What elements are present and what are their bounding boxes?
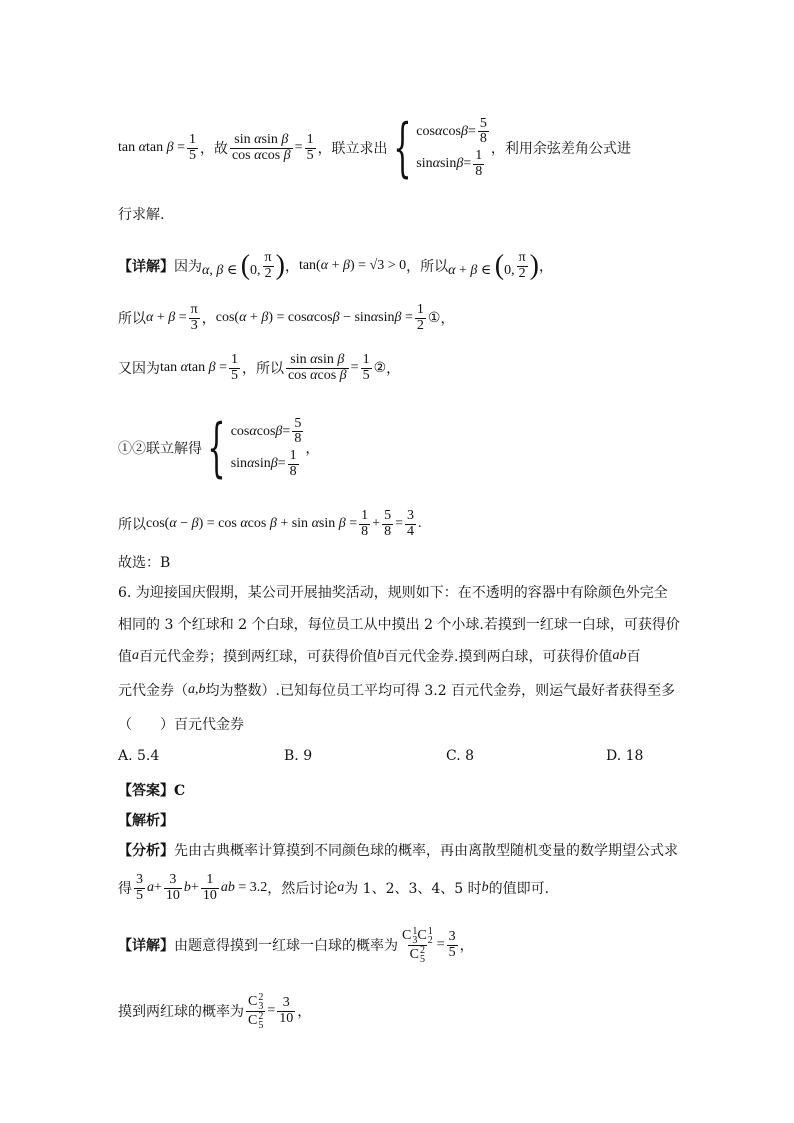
eq-line-5: 又因为 tan αtan β = $\frac{1}{5}$ ，所以 $\frac{\text{sin αsin β}}{\text{cos αcos β}}$ = $\frac{1}{5}$ ② ， — [118, 351, 401, 383]
eq-line-1: tan αtan β = $\frac{1}{5}$ ，故 $\frac{\text{sin αsin β}}{\text{cos αcos β}}$ = $\frac{1}{5}$ ，联立求出 { cos α cos β = $\frac{5}{8}$ sin α sin β = $\frac{1}{8}$ ，利用余弦差角公式进 — [118, 111, 631, 185]
question-6-line-3: 值 a 百元代金券；摸到两红球，可获得价值 b 百元代金券.摸到两白球，可获得价值 ab 百 — [118, 648, 641, 665]
equation-system: { cos α cos β = $\frac{5}{8}$ sin α sin β = $\frac{1}{8}$ — [392, 111, 487, 185]
eq-line-6: ①②联立解得 { cos α cos β = $\frac{5}{8}$ sin α sin β = $\frac{1}{8}$ ， — [118, 411, 320, 485]
fenxi-line-2: 得 $\frac{3}{5}$ a + $\frac{3}{10}$ b + $\frac{1}{10}$ ab = 3.2 ，然后讨论 a 为 1、2、3、4、5 时 b 的值即可. — [118, 871, 550, 903]
fenxi-line-1: 【分析】 先由古典概率计算摸到不同颜色球的概率，再由离散型随机变量的数学期望公式求 — [118, 843, 678, 859]
option-d: D. 18 — [606, 748, 644, 764]
detail-line-1: 【详解】 由题意得摸到一红球一白球的概率为 C 1 3 C 1 2 C 2 5 = $\frac{3}{5}$ ， — [118, 925, 474, 965]
detail-line-2: 摸到两红球的概率为 C 2 3 C 2 5 = $\frac{3}{10}$ ， — [118, 991, 312, 1031]
question-6-line-2: 相同的 3 个红球和 2 个白球，每位员工从中摸出 2 个小球.若摸到一红球一白球，可获得价 — [118, 617, 680, 633]
equation-system: { cos α cos β = $\frac{5}{8}$ sin α sin β = $\frac{1}{8}$ — [207, 411, 302, 485]
text-line: 行求解. — [118, 207, 165, 223]
eq-line-4: 所以 α + β = $\frac{\pi}{3}$ ， cos(α + β) = cosαcosβ − sinαsinβ = $\frac{1}{2}$ ① ， — [118, 301, 455, 333]
fraction: $\frac{1}{5}$ — [188, 131, 196, 163]
option-a: A. 5.4 — [118, 748, 160, 764]
option-c: C. 8 — [446, 748, 475, 764]
analysis-label: 【解析】 — [118, 813, 174, 829]
question-6-line-5: （ ）百元代金券 — [118, 717, 244, 733]
eq-line-7: 所以 cos(α − β) = cos αcos β + sin αsin β = $\frac{1}{8}$ + $\frac{5}{8}$ = $\frac{3}{4}$ . — [118, 507, 422, 539]
choice-line: 故选：B — [118, 555, 171, 571]
option-b: B. 9 — [284, 748, 313, 764]
eq-line-3: 【详解】 因为 α, β ∈ (0, $\frac{\pi}{2}$ ) ， tan(α + β) = √3 > 0 ，所以 α + β ∈ (0, $\frac{\pi}{2}$ ) ， — [118, 249, 553, 281]
question-6-line-1: 6. 为迎接国庆假期，某公司开展抽奖活动，规则如下：在不透明的容器中有除颜色外完全 — [118, 585, 668, 601]
question-6-line-4: 元代金券（ a , b 均为整数）.已知每位员工平均可得 3.2 百元代金券，则运气最好者获得至多 — [118, 682, 676, 699]
fraction: $\frac{\text{sin αsin β}}{\text{cos αcos β}}$ — [231, 131, 291, 163]
answer-label: 【答案】C — [118, 783, 186, 799]
fraction: $\frac{1}{5}$ — [306, 131, 314, 163]
